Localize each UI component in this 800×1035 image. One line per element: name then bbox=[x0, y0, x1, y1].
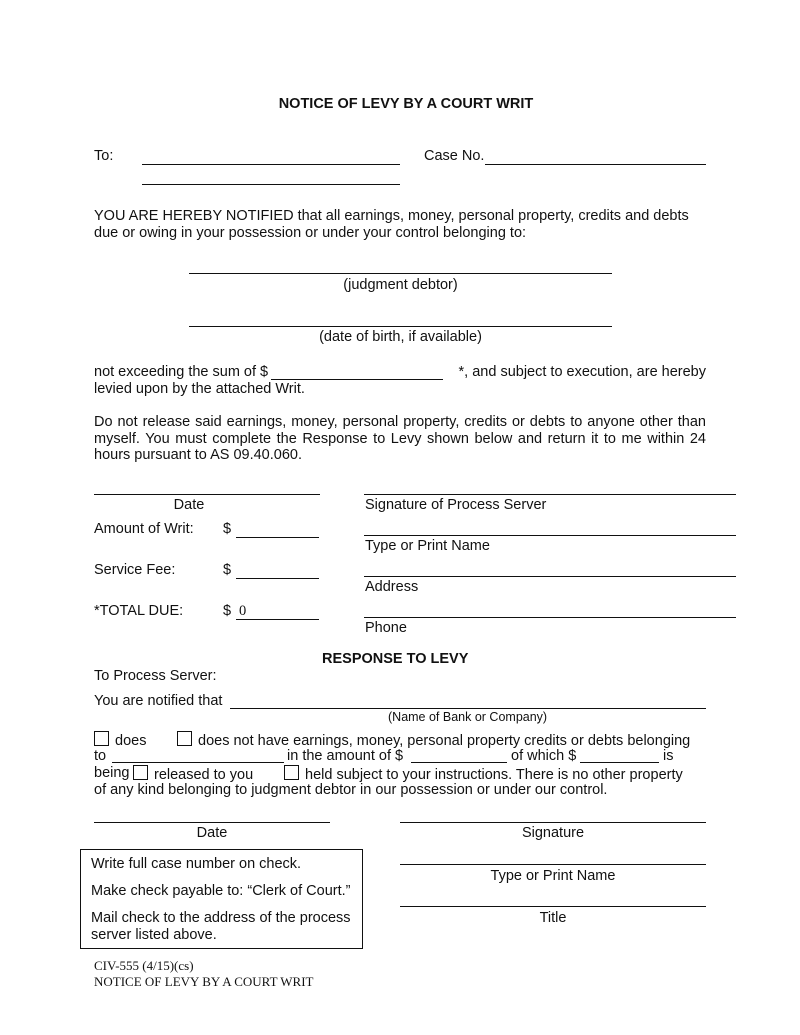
is-text: is bbox=[663, 748, 674, 764]
does-checkbox[interactable] bbox=[94, 731, 109, 746]
notified-label: You are notified that bbox=[94, 693, 223, 709]
response-name-label: Type or Print Name bbox=[490, 868, 616, 884]
server-address-line[interactable] bbox=[364, 576, 736, 577]
total-due-currency: $ bbox=[223, 603, 232, 619]
response-date-line[interactable] bbox=[94, 822, 330, 823]
server-name-label: Type or Print Name bbox=[365, 538, 490, 554]
response-name-line[interactable] bbox=[400, 864, 706, 865]
which-text: of which $ bbox=[511, 748, 577, 764]
response-date-label: Date bbox=[196, 825, 228, 841]
does-not-option[interactable] bbox=[177, 731, 690, 749]
sum-line-2: levied upon by the attached Writ. bbox=[94, 381, 305, 397]
instruction-mail-check: Mail check to the address of the process bbox=[91, 910, 351, 926]
response-title-line[interactable] bbox=[400, 906, 706, 907]
response-last-line: of any kind belonging to judgment debtor in our possession or under our control. bbox=[94, 782, 608, 798]
recipient-line-1[interactable] bbox=[142, 164, 400, 165]
sum-amount-line[interactable] bbox=[271, 379, 443, 380]
date-label: Date bbox=[173, 497, 205, 513]
form-code: CIV-555 (4/15)(cs) bbox=[94, 958, 194, 973]
released-label: released to you bbox=[154, 767, 254, 783]
bank-name-caption: (Name of Bank or Company) bbox=[388, 710, 548, 724]
amount-of-writ-line[interactable] bbox=[236, 537, 319, 538]
to-word: to bbox=[94, 748, 107, 764]
date-of-birth-line[interactable] bbox=[189, 326, 612, 327]
released-option[interactable] bbox=[133, 765, 253, 783]
date-line[interactable] bbox=[94, 494, 320, 495]
recipient-line-2[interactable] bbox=[142, 184, 400, 185]
server-name-line[interactable] bbox=[364, 535, 736, 536]
date-of-birth-caption: (date of birth, if available) bbox=[319, 329, 482, 345]
amount-of-writ-currency: $ bbox=[223, 521, 232, 537]
held-option[interactable] bbox=[284, 765, 683, 783]
judgment-debtor-line[interactable] bbox=[189, 273, 612, 274]
amount-text: in the amount of $ bbox=[287, 748, 404, 764]
to-process-server-label: To Process Server: bbox=[94, 668, 217, 684]
which-amount-line[interactable] bbox=[580, 762, 659, 763]
held-label: held subject to your instructions. There is no other property bbox=[305, 767, 683, 783]
service-fee-currency: $ bbox=[223, 562, 232, 578]
total-due-value: 0 bbox=[239, 603, 247, 619]
response-heading: RESPONSE TO LEVY bbox=[322, 651, 469, 667]
does-not-checkbox[interactable] bbox=[177, 731, 192, 746]
instruction-case-number: Write full case number on check. bbox=[91, 856, 302, 872]
service-fee-line[interactable] bbox=[236, 578, 319, 579]
form-title-footer: NOTICE OF LEVY BY A COURT WRIT bbox=[94, 974, 314, 989]
debtor-name-line[interactable] bbox=[112, 762, 284, 763]
response-signature-line[interactable] bbox=[400, 822, 706, 823]
release-paragraph: Do not release said earnings, money, personal property, credits or debts to anyone other than myself. You must complete the Response to Levy shown below and return it to me within 24 hours pursuant to AS 09.40.060. bbox=[94, 414, 706, 463]
total-due-label: *TOTAL DUE: bbox=[94, 603, 184, 619]
server-phone-line[interactable] bbox=[364, 617, 736, 618]
released-checkbox[interactable] bbox=[133, 765, 148, 780]
case-number-label: Case No. bbox=[424, 148, 485, 164]
page-title: NOTICE OF LEVY BY A COURT WRIT bbox=[278, 96, 534, 112]
payment-instructions-box bbox=[80, 849, 363, 949]
server-phone-label: Phone bbox=[365, 620, 407, 636]
instruction-payable-to: Make check payable to: “Clerk of Court.” bbox=[91, 883, 351, 899]
response-signature-label: Signature bbox=[521, 825, 585, 841]
server-signature-label: Signature of Process Server bbox=[365, 497, 547, 513]
amount-of-writ-label: Amount of Writ: bbox=[94, 521, 194, 537]
held-amount-line[interactable] bbox=[411, 762, 507, 763]
being-text: being bbox=[94, 765, 130, 781]
sum-prefix: not exceeding the sum of $ bbox=[94, 364, 269, 380]
response-title-label: Title bbox=[539, 910, 567, 926]
to-label: To: bbox=[94, 148, 114, 164]
bank-name-line[interactable] bbox=[230, 708, 706, 709]
notice-paragraph: YOU ARE HEREBY NOTIFIED that all earnings, money, personal property, credits and debts due or owing in your possession or under your control belonging to: bbox=[94, 208, 689, 241]
judgment-debtor-caption: (judgment debtor) bbox=[343, 277, 458, 293]
total-due-line[interactable] bbox=[236, 619, 319, 620]
does-option[interactable] bbox=[94, 731, 146, 749]
does-not-label: does not have earnings, money, personal property credits or debts belonging bbox=[198, 733, 691, 749]
case-number-line[interactable] bbox=[485, 164, 706, 165]
does-label: does bbox=[115, 733, 147, 749]
held-checkbox[interactable] bbox=[284, 765, 299, 780]
server-signature-line[interactable] bbox=[364, 494, 736, 495]
sum-suffix: *, and subject to execution, are hereby bbox=[458, 364, 706, 380]
server-address-label: Address bbox=[365, 579, 419, 595]
instruction-mail-check-2: server listed above. bbox=[91, 927, 217, 943]
service-fee-label: Service Fee: bbox=[94, 562, 176, 578]
